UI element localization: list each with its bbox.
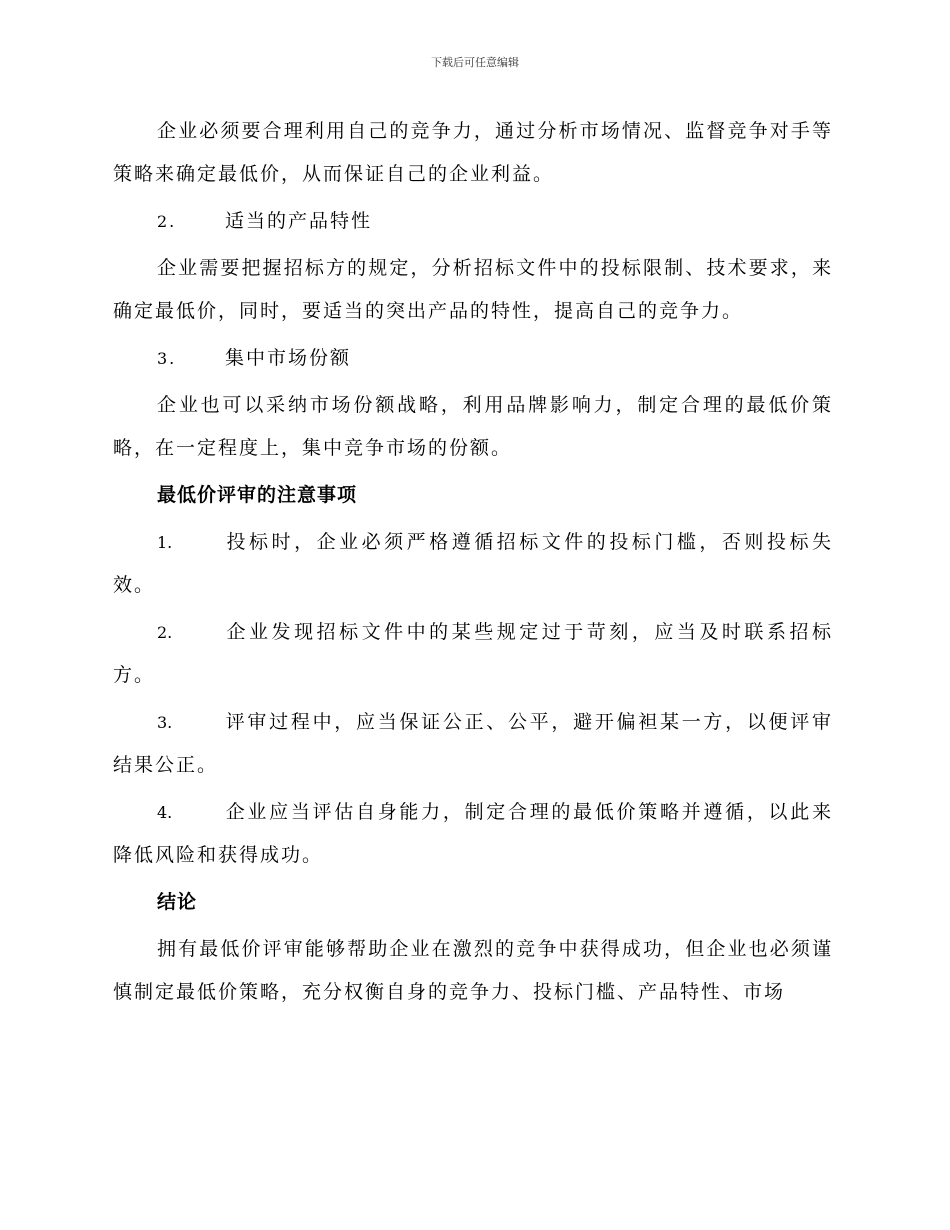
- list-title: 集中市场份额: [225, 347, 352, 369]
- section-heading-conclusion: 结论: [157, 891, 198, 913]
- paragraph-market-share: 企业也可以采纳市场份额战略，利用品牌影响力，制定合理的最低价策略，在一定程度上，集中竞争市场的份额。: [113, 394, 833, 459]
- paragraph-product-features: 企业需要把握招标方的规定，分析招标文件中的投标限制、技术要求，来确定最低价，同时，要适当的突出产品的特性，提高自己的竞争力。: [113, 257, 833, 322]
- list-title: 适当的产品特性: [225, 210, 373, 232]
- note-item: [113, 521, 833, 607]
- list-number: 2.: [157, 212, 177, 231]
- list-number: 3.: [157, 349, 177, 368]
- list-item-market-share: [113, 337, 833, 380]
- paragraph-competitiveness: 企业必须要合理利用自己的竞争力，通过分析市场情况、监督竞争对手等策略来确定最低价，从而保证自己的企业利益。: [113, 120, 833, 185]
- paragraph-conclusion: 拥有最低价评审能够帮助企业在激烈的竞争中获得成功，但企业也必须谨慎制定最低价策略，充分权衡自身的竞争力、投标门槛、产品特性、市场: [113, 938, 833, 1003]
- note-text: 投标时，企业必须严格遵循招标文件的投标门槛，否则投标失效。: [113, 531, 833, 596]
- list-item-product-features: [113, 200, 833, 243]
- note-text: 企业发现招标文件中的某些规定过于苛刻，应当及时联系招标方。: [113, 621, 833, 686]
- note-number: 1.: [157, 533, 173, 552]
- note-item: [113, 611, 833, 697]
- note-text: 评审过程中，应当保证公正、公平，避开偏袒某一方，以便评审结果公正。: [113, 711, 833, 776]
- note-number: 3.: [157, 713, 173, 732]
- document-body: [113, 110, 833, 1018]
- note-text: 企业应当评估自身能力，制定合理的最低价策略并遵循，以此来降低风险和获得成功。: [113, 801, 833, 866]
- note-item: [113, 701, 833, 787]
- note-number: 2.: [157, 623, 173, 642]
- note-number: 4.: [157, 803, 173, 822]
- note-item: [113, 791, 833, 877]
- page-header: 下载后可任意编辑: [431, 56, 519, 69]
- section-heading-notes: 最低价评审的注意事项: [157, 484, 358, 506]
